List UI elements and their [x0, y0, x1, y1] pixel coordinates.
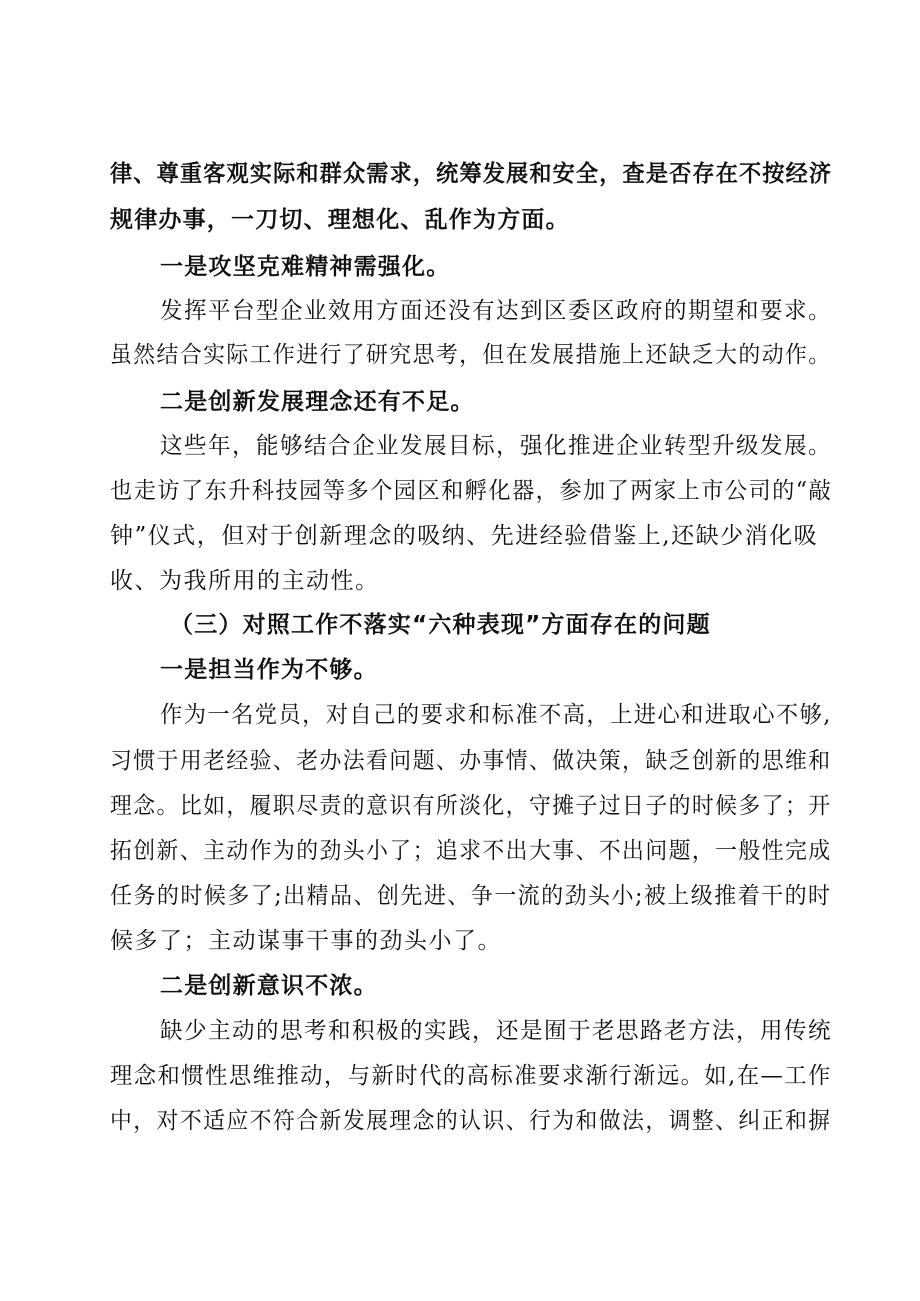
- paragraph-line: 律、尊重客观实际和群众需求，统筹发展和安全，查是否存在不按经济: [110, 161, 833, 187]
- section-heading: 二是创新发展理念还有不足。: [160, 389, 475, 415]
- paragraph-line: 这些年，能够结合企业发展目标，强化推进企业转型升级发展。: [160, 433, 832, 459]
- section-heading: 一是攻坚克难精神需强化。: [160, 254, 451, 280]
- paragraph-line: 候多了；主动谋事干事的劲头小了。: [110, 928, 502, 954]
- paragraph-line: 钟”仪式，但对于创新理念的吸纳、先进经验借鉴上,还缺少消化吸: [110, 523, 819, 549]
- paragraph-line: 习惯于用老经验、老办法看问题、办事情、做决策，缺乏创新的思维和: [110, 748, 832, 774]
- paragraph-line: 发挥平台型企业效用方面还没有达到区委区政府的期望和要求。: [160, 298, 832, 324]
- section-heading: 一是担当作为不够。: [160, 657, 378, 683]
- paragraph-line: 规律办事，一刀切、理想化、乱作为方面。: [110, 207, 570, 233]
- paragraph-line: 理念。比如，履职尽责的意识有所淡化，守摊子过日子的时候多了；开: [110, 793, 832, 819]
- paragraph-line: 作为一名党员，对自己的要求和标准不高，上进心和进取心不够,: [160, 702, 832, 728]
- paragraph-line: 缺少主动的思考和积极的实践，还是囿于老思路老方法，用传统: [160, 1018, 832, 1044]
- paragraph-line: 收、为我所用的主动性。: [110, 568, 380, 594]
- chapter-heading: （三）对照工作不落实“六种表现”方面存在的问题: [170, 612, 711, 638]
- paragraph-line: 虽然结合实际工作进行了研究思考，但在发展措施上还缺乏大的动作。: [110, 342, 832, 368]
- paragraph-line: 理念和惯性思维推动，与新时代的高标准要求渐行渐远。如,在—工作: [110, 1063, 832, 1089]
- paragraph-line: 中，对不适应不符合新发展理念的认识、行为和做法，调整、纠正和摒: [110, 1108, 832, 1134]
- section-heading: 二是创新意识不浓。: [160, 973, 378, 999]
- paragraph-line: 任务的时候多了;出精品、创先进、争一流的劲头小;被上级推着干的时: [110, 883, 832, 909]
- paragraph-line: 拓创新、主动作为的劲头小了；追求不出大事、不出问题，一般性完成: [110, 838, 832, 864]
- paragraph-line: 也走访了东升科技园等多个园区和孵化器，参加了两家上市公司的“敲: [110, 478, 833, 504]
